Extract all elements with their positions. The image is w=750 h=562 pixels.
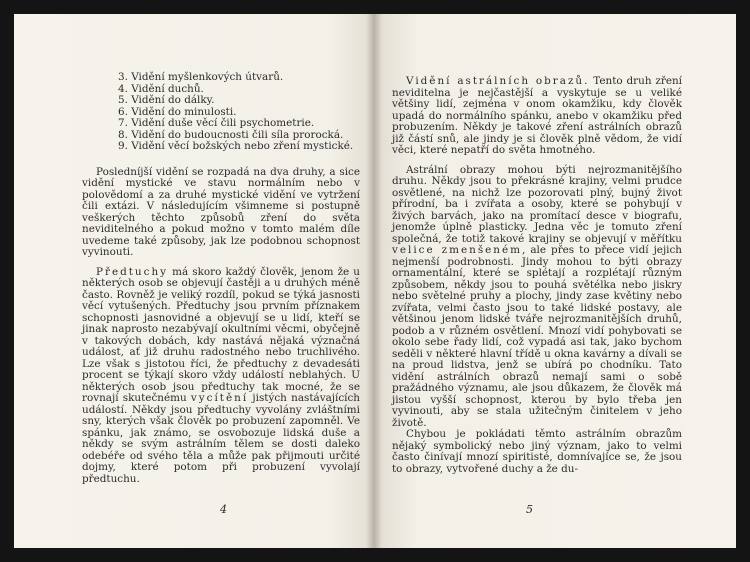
paragraph-astral-images xyxy=(392,76,682,157)
list-item: 7. Vidění duše věcí čili psychometrie. xyxy=(118,117,315,129)
left-page-text xyxy=(82,72,360,493)
paragraph: Posledníjší vidění se rozpadá na dva druhy, a sice vidění mystické ve stavu normálním nebo v polovědomí a za druhé mystické vidění ve vytržení čili extázi. V následujícím všimneme si postupně veškerých těchto způsobů zření do světa neviditelného a pokud možno v tomto malém díle uvedeme také způsoby, jak lze podobnou schopnost vyvinouti. xyxy=(82,165,360,258)
vision-types-list xyxy=(118,72,360,153)
list-item: 5. Vidění do dálky. xyxy=(118,94,215,106)
list-item: 6. Vidění do minulosti. xyxy=(118,105,237,118)
page-number: 4 xyxy=(220,503,227,516)
paragraph-text: , ale přes to přece vidí jejich nejmenší podrobnosti. Jindy mohou to býti obrazy ornamentální, které se splétají a rozplétají různým způsobem, někdy jsou to pouhá světélka nebo jiskry nebo světelné pruhy a plochy, jindy zase květiny nebo zvířata, velmi často jsou to také lidské postavy, ale většinou jenom lidské tváře nejrozmanitějších druhů, podob a v různém osvětlení. Mnozí vidí pohybovati se okolo sebe řady lidí, což vypadá asi tak, jako bychom seděli v některé hlavní třídě u okna kavárny a dívali se na proud lidstva, jenž se ubírá po chodníku. Tato vidění astrálních obrazů nemají sami o sobě pražádného významu, ale jsou důkazem, že člověk má jistou vyšší schopnost, kterou by bylo třeba jen vyvinouti, aby se stala užitečným činitelem v jeho životě. xyxy=(392,244,683,429)
page-number: 5 xyxy=(526,503,533,516)
section-heading: Vidění astrálních obrazů. xyxy=(406,75,590,87)
list-item: 9. Vidění věcí božských nebo zření mystické. xyxy=(118,140,354,152)
right-page xyxy=(374,14,736,548)
book-gutter xyxy=(366,14,382,548)
list-item: 8. Vidění do budoucnosti čili síla prorocká. xyxy=(118,128,344,141)
paragraph-text: jistých nastávajících událostí. Někdy jsou předtuchy vyvolány zvláštními sny, kterých však člověk po probuzení zapomněl. Ve spánku, jak známo, se osvobozuje lidská duše a někdy se svým astrálním tělem se dosti daleko odebéře od svého těla a může pak přijmouti určité dojmy, které potom při probuzení vyvolají předtuchu. xyxy=(82,392,360,485)
emphasized-term: Předtuchy xyxy=(96,265,169,278)
paragraph-text: Tento druh zření neviditelna je nejčastější a vyskytuje se u veliké většiny lidí, zejména v onom okamžiku, kdy člověk upadá do normálního spánku, anebo v okamžiku před probuzením. Někdy je takové zření astrálních obrazů již částí snů, ale jindy je si člověk plně vědom, že vidí věci, které nepatří do světa hmotného. xyxy=(392,75,682,156)
paragraph xyxy=(392,165,682,430)
paragraph-text: Astrální obrazy mohou býti nejrozmanitějšího druhu. Někdy jsou to překrásné krajiny, velmi prudce osvětlené, na nichž lze pozorovati plný, bujný život přírodní, ba i zvířata a osoby, které se pohybují v živých barvách, jako na promítací desce v biografu, jenomže úplně plasticky. Jedna věc je tomuto zření společná, že totiž takové krajiny se objevují v měřítku xyxy=(392,163,682,245)
emphasized-term: vycítění xyxy=(190,392,249,404)
left-page xyxy=(14,14,374,548)
paragraph-premonitions xyxy=(82,267,360,486)
paragraph: Chybou je pokládati těmto astrálním obrazům nějaký symbolický nebo jiný význam, jako to velmi často činívají mnozí spiritisté, domnívajíce se, že jsou to obrazy, vytvořené duchy a že du- xyxy=(392,428,682,475)
right-page-text xyxy=(392,76,682,483)
emphasized-term: velice zmenšeném xyxy=(392,244,523,256)
paragraph-text: má skoro každý člověk, jenom že u některých osob se objevují častěji a u druhých méně často. Rovněž je veliký rozdíl, pokud se týká jasnosti věcí vytušených. Předtuchy jsou prvním příznakem schopnosti jasnovidné a objevují se u lidí, kteří se jinak naprosto nezabývají okultními věcmi, obyčejně v takových dobách, kdy nastává nějaká význačná událost, ať již druhu radostného nebo truchlivého. Lze však s jistotou říci, že předtuchy z devadesáti procent se týkají skoro vždy událostí neblahých. U některých osob jsou předtuchy tak mocné, že se rovnají skutečnému xyxy=(82,265,360,404)
list-item: 4. Vidění duchů. xyxy=(118,82,204,95)
book-spread xyxy=(14,14,736,548)
list-item: 3. Vidění myšlenkových útvarů. xyxy=(118,71,284,83)
